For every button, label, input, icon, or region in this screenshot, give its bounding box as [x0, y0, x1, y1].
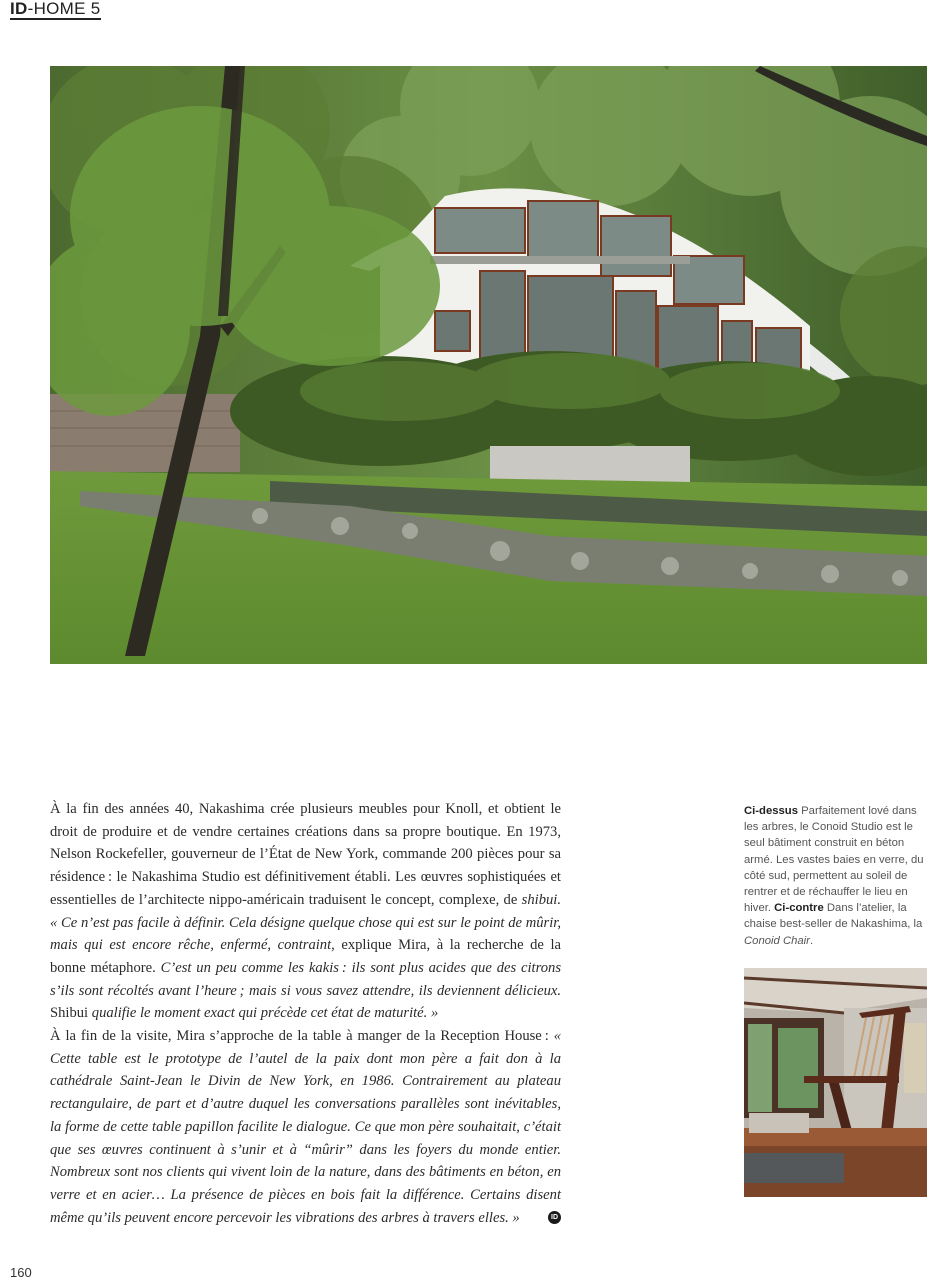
- end-of-article-icon: ID: [548, 1211, 561, 1224]
- article-body: [50, 798, 561, 1229]
- main-photo: [50, 66, 927, 664]
- photo-caption: Ci-dessus Parfaitement lové dans les arbres, le Conoid Studio est le seul bâtiment construit en béton armé. Les vastes baies en verre, du côté sud, permettent au soleil de rentrer et de réchauffer le lieu en hiver. Ci-contre Dans l’atelier, la chaise best-seller de Nakashima, la Conoid Chair.: [744, 805, 924, 947]
- paragraph-2: À la fin de la visite, Mira s’approche de la table à manger de la Reception House : « Cette table est le prototype de l’autel de la paix dont mon père a fait don à la cathédrale Saint-Jean le Divin de New York, en 1986. Contrairement au plateau rectangulaire, de part et d’autre duquel les conversations parallèles sont inévitables, la forme de cette table papillon facilite le dialogue. Ce que mon père souhaitait, c’était que ses œuvres continuent à s’unir et à “mûrir” dans les foyers du monde entier. Nombreux sont nos clients qui vivent loin de la nature, dans des bâtiments en béton, en verre et en acier… La présence de pièces en bois fait la différence. Certains disent même qu’ils peuvent encore percevoir les vibrations des arbres à travers elles. » ID: [50, 1028, 561, 1226]
- magazine-name-bold: ID: [10, 0, 28, 18]
- workshop-photo: [744, 968, 927, 1197]
- running-head: [10, 0, 101, 20]
- conoid-chair-photo: [744, 968, 927, 1197]
- page-number: 160: [10, 1265, 32, 1280]
- magazine-name-rest: -HOME 5: [27, 0, 101, 18]
- caption-label-opposite: Ci-contre: [774, 902, 824, 915]
- conoid-studio-photo: [50, 66, 927, 664]
- caption-label-above: Ci-dessus: [744, 805, 798, 817]
- paragraph-1: À la fin des années 40, Nakashima crée plusieurs meubles pour Knoll, et obtient le droit de produire et de vendre certaines créations dans sa propre boutique. En 1973, Nelson Rockefeller, gouverneur de l’État de New York, commande 200 pièces pour sa résidence : le Nakashima Studio est définitivement établi. Les œuvres sophistiquées et essentielles de l’architecte nippo-américain traduisent le concept, complexe, de shibui. « Ce n’est pas facile à définir. Cela désigne quelque chose qui est sur le point de mûrir, mais qui est encore rêche, enfermé, contraint, explique Mira, à la recherche de la bonne métaphore. C’est un peu comme les kakis : ils sont plus acides que des citrons s’ils sont récoltés avant l’heure ; mais si vous savez attendre, ils deviennent délicieux. Shibui qualifie le moment exact qui précède cet état de maturité. »: [50, 801, 562, 1022]
- chair-name: Conoid Chair: [744, 934, 810, 947]
